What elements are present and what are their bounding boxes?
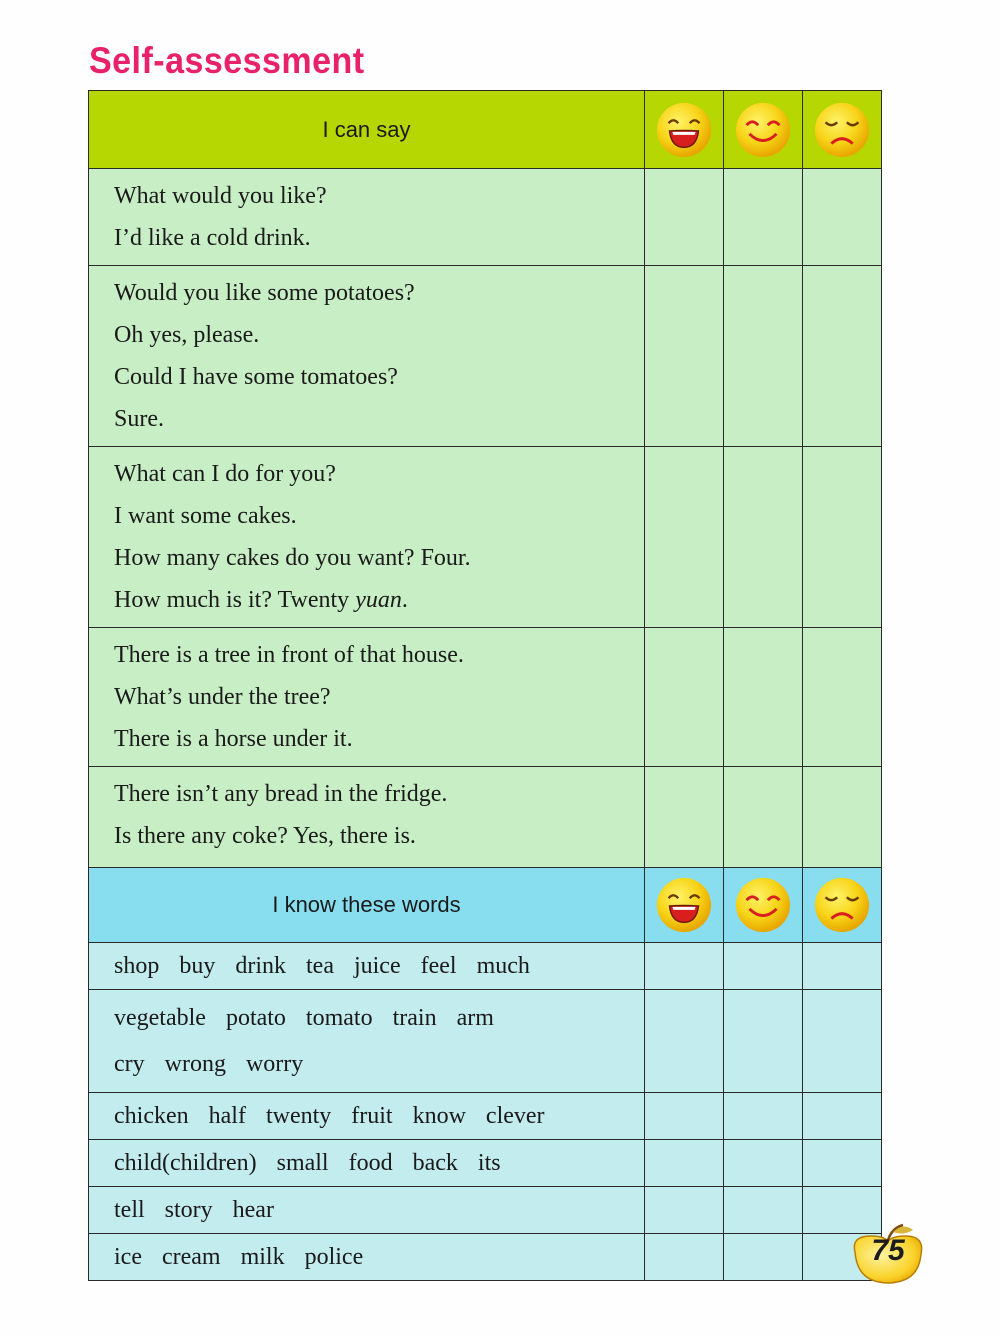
phrase-line (114, 579, 644, 621)
can-say-header: I can say (89, 91, 645, 169)
word-row (89, 1234, 882, 1281)
rating-cell[interactable] (803, 169, 882, 266)
phrase-line: I want some cakes. (114, 503, 297, 529)
rating-cell[interactable] (724, 943, 803, 990)
rating-cell[interactable] (645, 266, 724, 447)
can-say-row (89, 169, 882, 266)
can-say-header-row (89, 91, 882, 169)
rating-cell[interactable] (645, 1187, 724, 1234)
rating-cell[interactable] (724, 266, 803, 447)
rating-cell[interactable] (803, 943, 882, 990)
word-list: tell story hear (114, 1197, 274, 1223)
phrase-punctuation: . (401, 587, 408, 613)
italic-word: yuan (355, 587, 402, 613)
rating-cell[interactable] (803, 1093, 882, 1140)
phrase-line: What would you like? (114, 183, 327, 209)
rating-cell[interactable] (803, 1140, 882, 1187)
sad-face-icon (813, 876, 871, 934)
word-list: cry wrong worry (114, 1051, 304, 1077)
smiling-face-icon (734, 876, 792, 934)
rating-cell[interactable] (724, 169, 803, 266)
smiling-face-icon (734, 101, 792, 159)
rating-cell[interactable] (724, 1140, 803, 1187)
face-header-cell (645, 91, 724, 169)
laughing-face-icon (655, 876, 713, 934)
phrase-line: There isn’t any bread in the fridge. (114, 781, 448, 807)
rating-cell[interactable] (724, 1187, 803, 1234)
face-header-cell (803, 91, 882, 169)
sad-face-icon (813, 101, 871, 159)
face-header-cell (724, 868, 803, 943)
face-header-cell (803, 868, 882, 943)
phrase-line: Could I have some tomatoes? (114, 364, 398, 390)
phrase-line: Sure. (114, 406, 164, 432)
rating-cell[interactable] (645, 990, 724, 1093)
phrase-line: There is a horse under it. (114, 726, 353, 752)
word-list: child(children) small food back its (114, 1150, 501, 1176)
know-words-header: I know these words (89, 868, 645, 943)
rating-cell[interactable] (645, 943, 724, 990)
phrase-line: What’s under the tree? (114, 684, 331, 710)
rating-cell[interactable] (724, 447, 803, 628)
face-header-cell (724, 91, 803, 169)
phrase-line: Would you like some potatoes? (114, 280, 415, 306)
rating-cell[interactable] (645, 1234, 724, 1281)
rating-cell[interactable] (645, 169, 724, 266)
know-words-header-row (89, 868, 882, 943)
phrase-line: Oh yes, please. (114, 322, 260, 348)
word-list: ice cream milk police (114, 1244, 364, 1270)
rating-cell[interactable] (645, 1093, 724, 1140)
can-say-row (89, 767, 882, 868)
can-say-row (89, 266, 882, 447)
phrase-text: How much is it? Twenty (114, 587, 356, 613)
phrase-line: How many cakes do you want? Four. (114, 545, 471, 571)
word-list: chicken half twenty fruit know clever (114, 1103, 545, 1129)
rating-cell[interactable] (724, 990, 803, 1093)
phrase-line: What can I do for you? (114, 461, 336, 487)
word-row (89, 1093, 882, 1140)
page-number: 75 (871, 1234, 905, 1267)
can-say-row (89, 447, 882, 628)
page-title: Self-assessment (89, 40, 365, 81)
rating-cell[interactable] (724, 1093, 803, 1140)
rating-cell[interactable] (645, 628, 724, 767)
phrase-line: Is there any coke? Yes, there is. (114, 823, 416, 849)
rating-cell[interactable] (645, 447, 724, 628)
word-row (89, 1187, 882, 1234)
self-assessment-table (88, 90, 882, 1281)
rating-cell[interactable] (803, 266, 882, 447)
rating-cell[interactable] (645, 767, 724, 868)
rating-cell[interactable] (803, 447, 882, 628)
word-row (89, 943, 882, 990)
can-say-row (89, 628, 882, 767)
laughing-face-icon (655, 101, 713, 159)
rating-cell[interactable] (724, 628, 803, 767)
rating-cell[interactable] (645, 1140, 724, 1187)
rating-cell[interactable] (803, 628, 882, 767)
word-row (89, 1140, 882, 1187)
word-list: shop buy drink tea juice feel much (114, 953, 530, 979)
face-header-cell (645, 868, 724, 943)
rating-cell[interactable] (724, 767, 803, 868)
word-list: vegetable potato tomato train arm (114, 1005, 494, 1031)
word-row (89, 990, 882, 1093)
phrase-line: I’d like a cold drink. (114, 225, 311, 251)
rating-cell[interactable] (724, 1234, 803, 1281)
rating-cell[interactable] (803, 990, 882, 1093)
phrase-line: There is a tree in front of that house. (114, 642, 464, 668)
rating-cell[interactable] (803, 767, 882, 868)
